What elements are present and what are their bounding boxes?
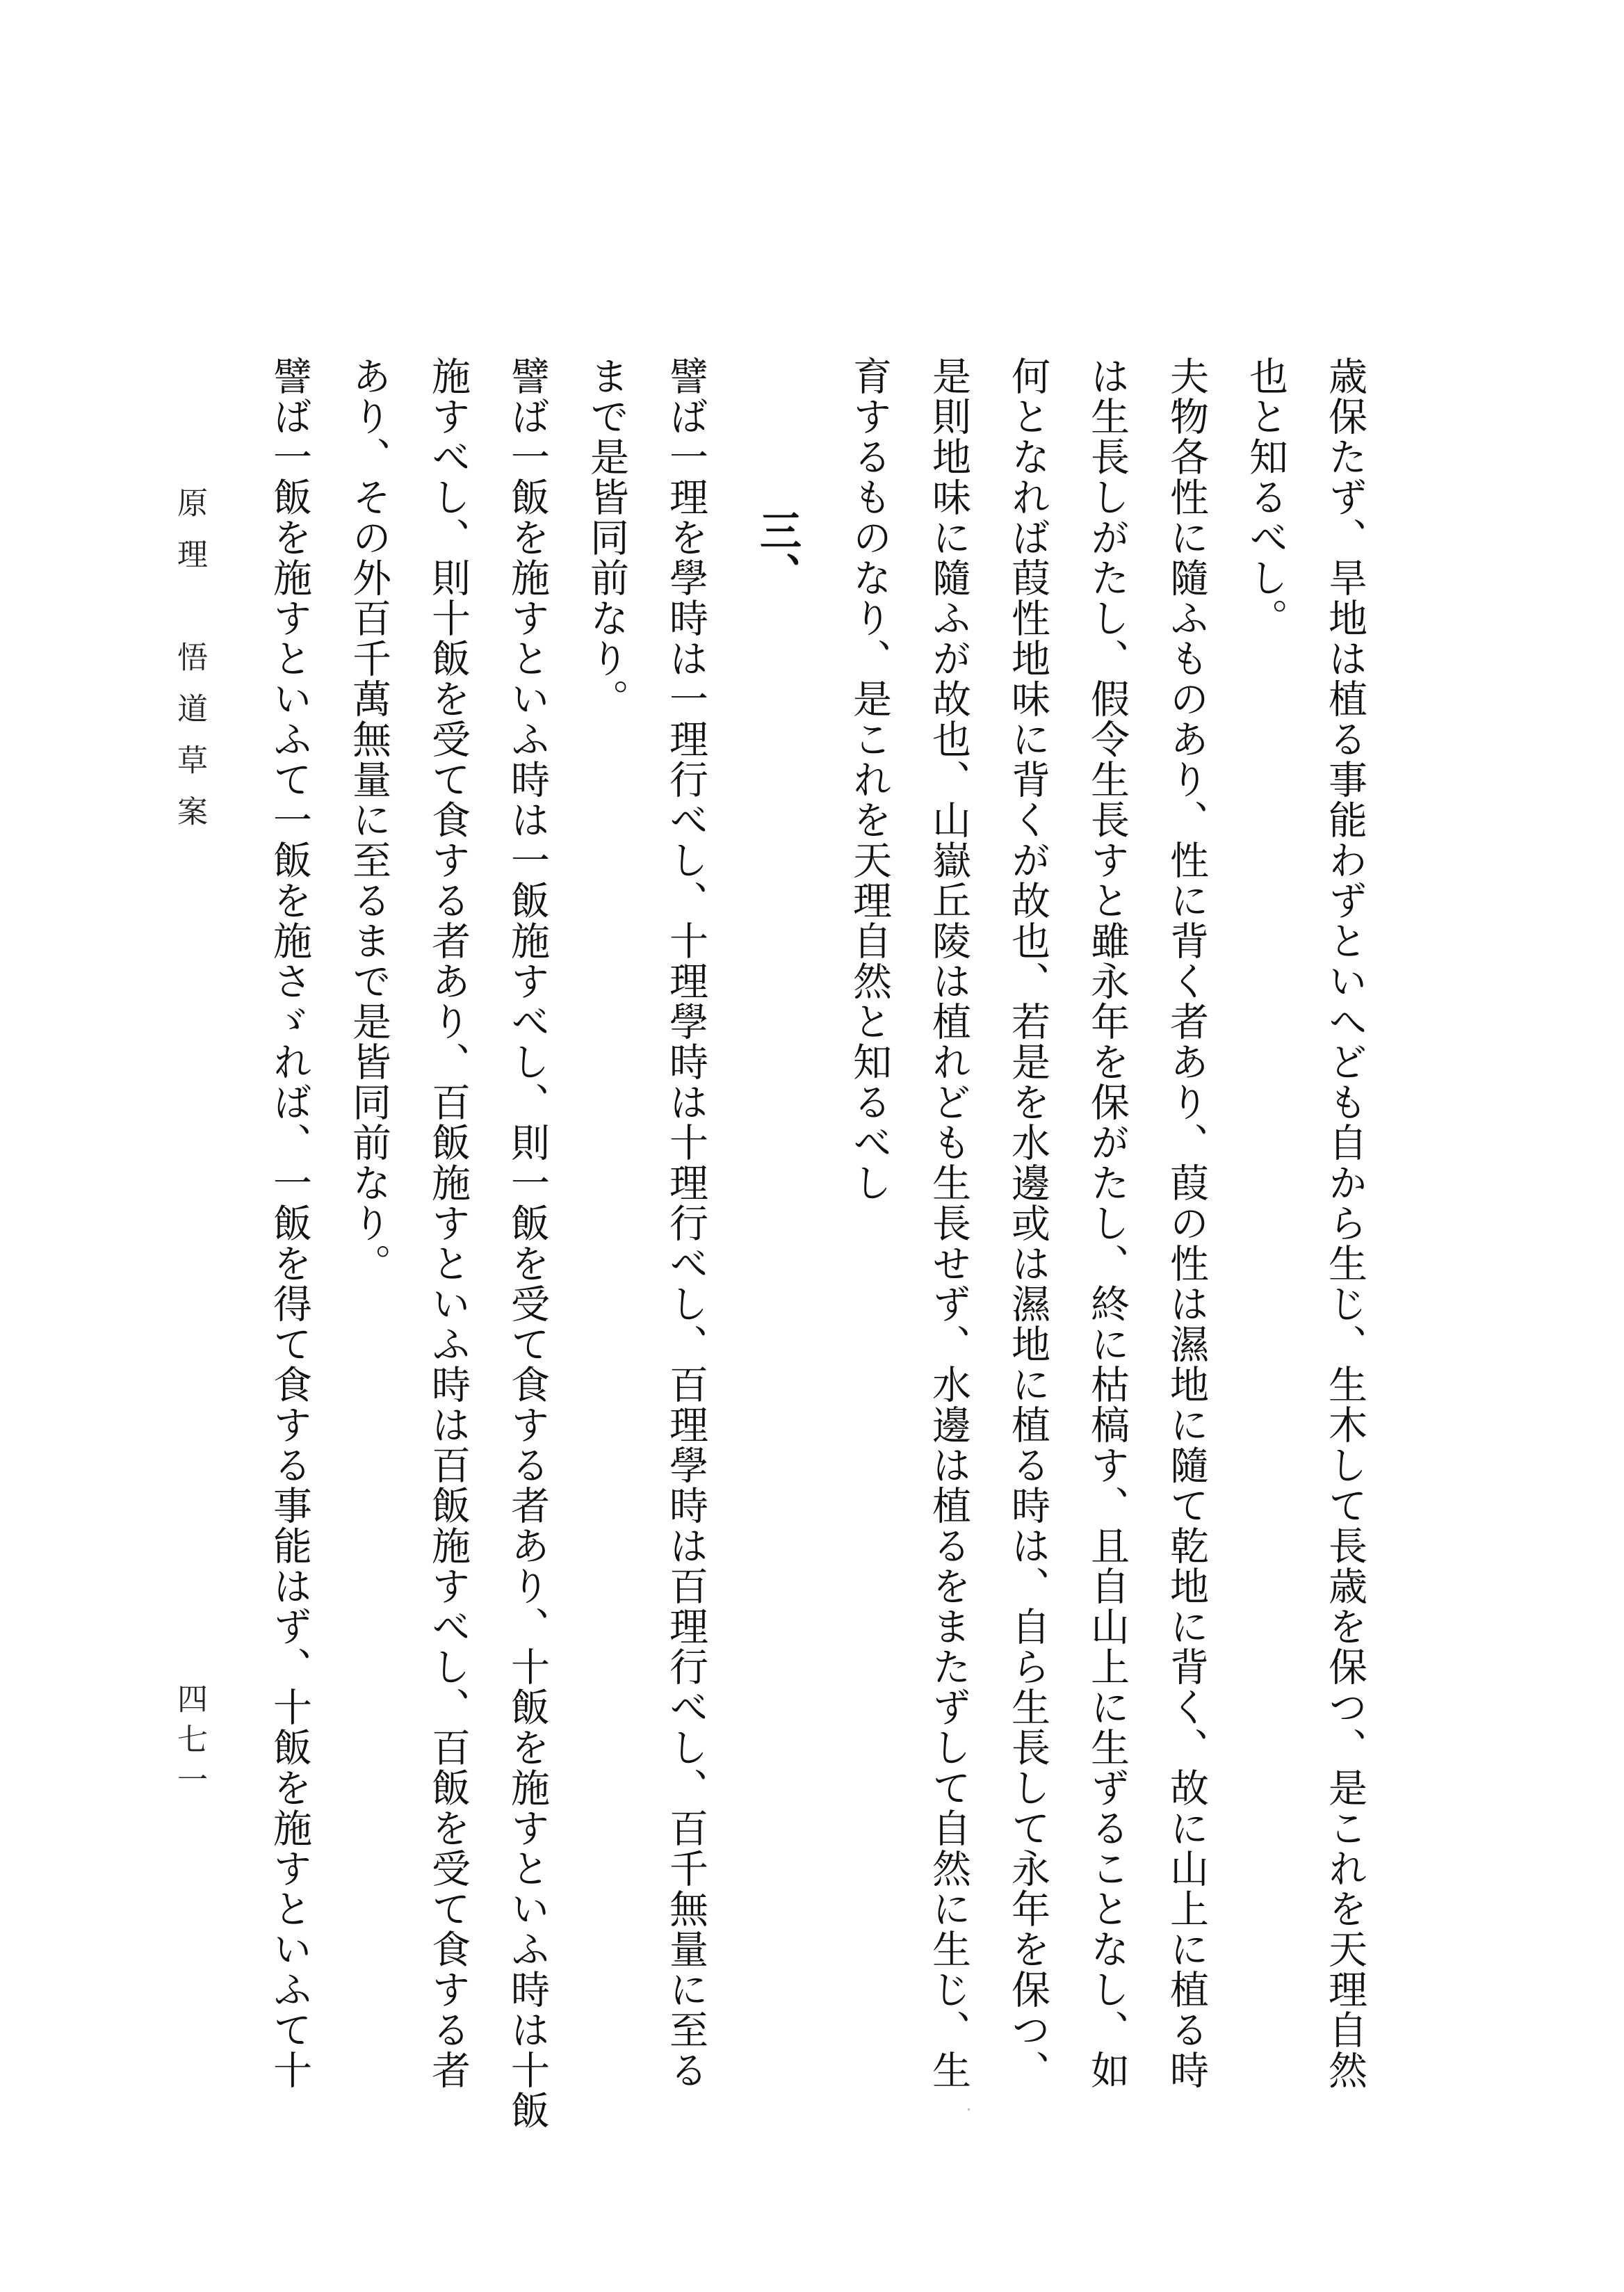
text-column-3: 夫物各性に隨ふものあり、性に背く者あり、葭の性は濕地に隨て乾地に背く、故に山上に植る時 [1164, 356, 1209, 2090]
section-column-1: 譬ば一理を學時は一理行べし、十理學時は十理行べし、百理學時は百理行べし、百千無量に至る [663, 356, 708, 2090]
section-column-4: 施すべし、則十飯を受て食する者あり、百飯施すといふ時は百飯施すべし、百飯を受て食する者 [425, 356, 471, 2090]
text-column-1: 歳保たず、旱地は植る事能わずといへども自から生じ、生木して長歳を保つ、是これを天理自然 [1322, 356, 1367, 2090]
section-column-3: 譬ば一飯を施すといふ時は一飯施すべし、則一飯を受て食する者あり、十飯を施すといふ時は十飯 [505, 356, 550, 2131]
text-column-2: 也と知るべし。 [1243, 356, 1288, 638]
scan-speck [968, 2108, 970, 2111]
vertical-body-text [250, 356, 1384, 2136]
text-column-4: は生長しがたし、假令生長すと雖永年を保がたし、終に枯槁す、且自山上に生ずることなし、如 [1085, 356, 1130, 2090]
text-column-7: 育するものなり、是これを天理自然と知るべし [847, 356, 892, 1203]
section-heading: 三、 [753, 509, 802, 595]
text-column-6: 是則地味に隨ふが故也、山嶽丘陵は植れども生長せず、水邊は植るをまたずして自然に生じ、生 [926, 356, 971, 2090]
running-title: 原理 悟道草案 [172, 487, 207, 847]
page-number: 四七一 [172, 1683, 207, 1804]
section-column-6: 譬ば一飯を施すといふて一飯を施さゞれば、一飯を得て食する事能はず、十飯を施すといふて十 [267, 356, 312, 2090]
section-column-2: まで是皆同前なり。 [584, 356, 629, 719]
text-column-5: 何となれば葭性地味に背くが故也、若是を水邊或は濕地に植る時は、自ら生長して永年を保つ、 [1005, 356, 1050, 2090]
section-column-5: あり、その外百千萬無量に至るまで是皆同前なり。 [346, 356, 391, 1284]
